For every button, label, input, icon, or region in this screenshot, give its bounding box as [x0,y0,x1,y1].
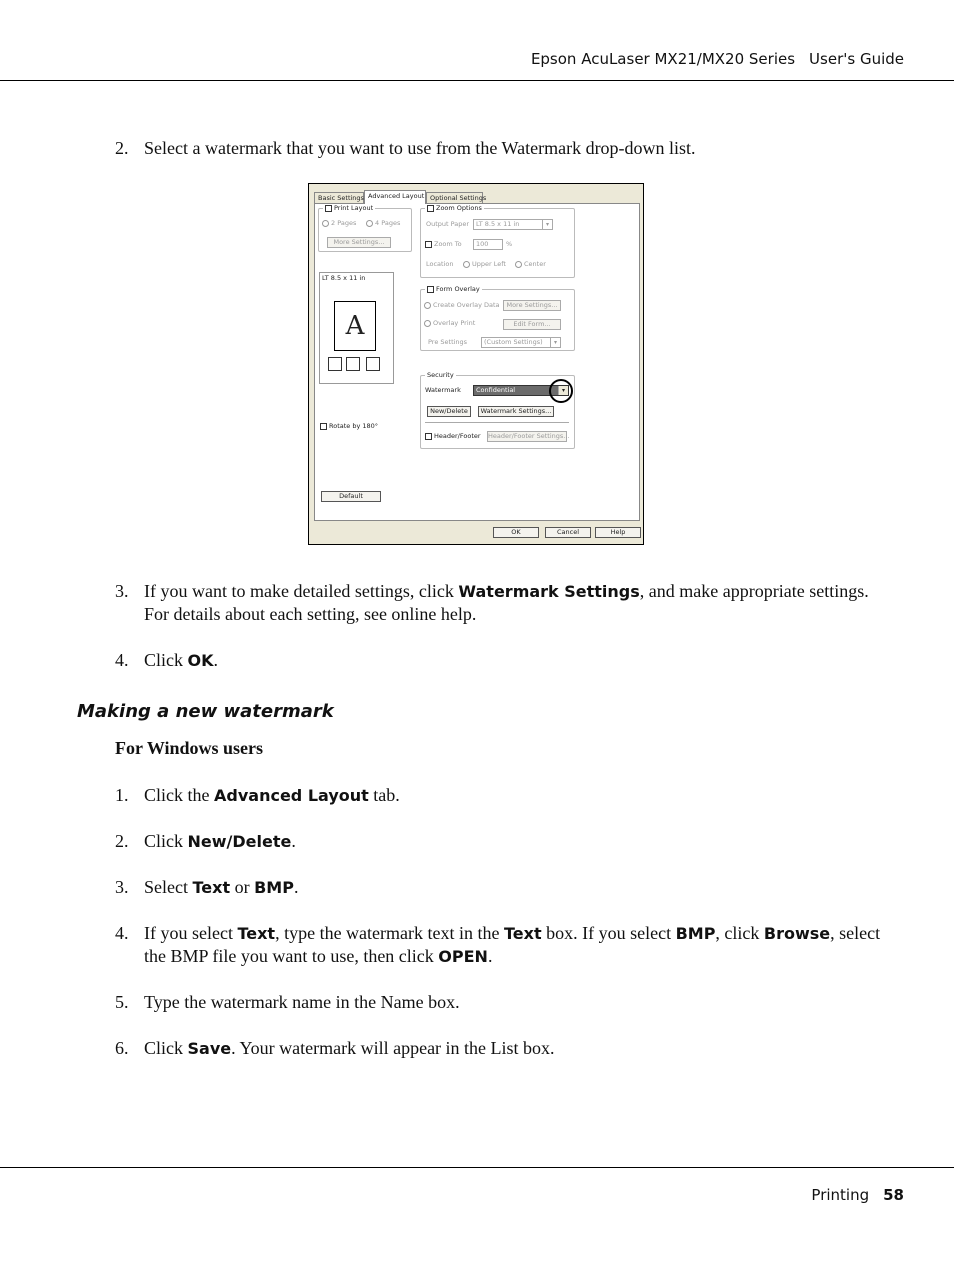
step-text [144,830,895,853]
security-group [420,371,575,449]
preview-mini-page-icon [328,357,342,371]
step-number: 4. [115,923,129,943]
step-text: Select a watermark that you want to use from the Watermark drop-down list. [144,138,696,158]
header-rule [0,80,954,81]
step-bold-term: OPEN [438,947,488,966]
printer-settings-dialog-screenshot [308,183,644,545]
header-guide: User's Guide [809,50,904,68]
zoom-to-option[interactable] [425,240,462,248]
zoom-options-group [420,204,575,278]
step-bold-term: Text [237,924,276,943]
step-text: Type the watermark name in the Name box. [144,992,460,1012]
step-text [144,1037,895,1060]
output-paper-select[interactable] [473,219,553,230]
form-overlay-title[interactable] [425,285,482,293]
two-pages-label: 2 Pages [331,219,357,227]
print-layout-label: Print Layout [334,204,374,212]
step-bold-term: Advanced Layout [214,786,369,805]
step-text-part: or [230,877,255,897]
preview-page: A [334,301,376,351]
zoom-to-checkbox[interactable] [425,241,432,248]
step-text [144,922,895,968]
step-number: 1. [115,785,129,805]
zoom-to-label: Zoom To [434,240,462,248]
layout-preview [319,272,394,384]
footer-rule [0,1167,954,1168]
output-paper-label: Output Paper [426,220,470,228]
step-bold-term: Text [192,878,231,897]
running-footer [811,1186,904,1204]
help-button[interactable]: Help [595,527,641,538]
step-text-part: , and make appropriate settings. For details about each setting, see online help. [144,581,869,624]
pre-settings-select[interactable] [481,337,561,348]
step-text-part: Click the [144,785,214,805]
output-paper-value: LT 8.5 x 11 in [476,220,520,228]
step-text [144,876,895,899]
step-bold-term: BMP [254,878,294,897]
step-text-part: . [293,877,299,897]
step-item [115,830,895,853]
overlay-print-radio[interactable] [424,320,431,327]
step-item [115,137,895,160]
header-footer-checkbox[interactable] [425,433,432,440]
new-delete-button[interactable]: New/Delete [427,406,471,417]
step-number: 2. [115,831,129,851]
step-text-part: , type the watermark text in the [275,923,504,943]
preview-paper-label: LT 8.5 x 11 in [322,274,366,282]
four-pages-radio[interactable] [366,220,373,227]
preview-mini-page-icon [346,357,360,371]
step-text [144,649,895,672]
step-text-part: , click [715,923,764,943]
header-footer-settings-button[interactable]: Header/Footer Settings... [488,432,570,440]
overlay-print-option[interactable] [424,319,475,327]
cancel-button[interactable]: Cancel [545,527,591,538]
four-pages-option[interactable] [366,219,400,227]
step-text-part: box. If you select [541,923,676,943]
step-item [115,876,895,899]
center-option[interactable] [515,260,546,268]
tab-optional-settings[interactable]: Optional Settings [426,192,483,204]
step-text-part: . [213,650,218,670]
rotate-option[interactable] [320,422,378,430]
footer-section: Printing [811,1186,870,1204]
page-number: 58 [883,1186,904,1204]
chevron-down-icon[interactable]: ▾ [558,386,568,395]
step-bold-term: BMP [675,924,716,943]
upper-left-label: Upper Left [472,260,506,268]
step-text-part: Click [144,650,188,670]
step-text-part: . [487,946,493,966]
rotate-checkbox[interactable] [320,423,327,430]
create-overlay-radio[interactable] [424,302,431,309]
upper-left-radio[interactable] [463,261,470,268]
step-number: 2. [115,138,129,158]
print-layout-group [318,204,412,252]
step-item [115,1037,895,1060]
running-header [517,50,904,68]
chevron-down-icon: ▾ [550,338,560,347]
step-item [115,922,895,968]
tab-basic-settings[interactable]: Basic Settings [314,192,364,204]
step-text [144,784,895,807]
overlay-print-label: Overlay Print [433,319,476,327]
step-bold-term: Text [504,924,542,943]
subsection-title: For Windows users [115,738,264,758]
center-label: Center [524,260,546,268]
edit-form-button[interactable]: Edit Form... [503,319,561,330]
security-title: Security [427,371,454,379]
zoom-options-checkbox[interactable] [427,205,434,212]
step-number: 5. [115,992,129,1012]
watermark-label: Watermark [425,386,461,394]
highlight-circle [549,379,573,403]
step-bold-term: Watermark Settings [458,582,640,601]
form-overlay-label: Form Overlay [436,285,480,293]
section-title: Making a new watermark [77,701,334,722]
step-item [115,784,895,807]
step-bold-term: Browse [763,924,831,943]
header-product: Epson AcuLaser MX21/MX20 Series [530,50,796,68]
step-text-part: , select the BMP file you want to use, then click [144,923,881,966]
zoom-options-title[interactable] [425,204,484,212]
print-layout-more-settings-button[interactable]: More Settings... [327,237,391,248]
step-text-part: Click [144,831,188,851]
ok-button[interactable]: OK [493,527,539,538]
step-bold-term: New/Delete [187,832,292,851]
two-pages-radio[interactable] [322,220,329,227]
default-button[interactable]: Default [321,491,381,502]
center-radio[interactable] [515,261,522,268]
step-number: 6. [115,1038,129,1058]
step-text-part: Select [144,877,193,897]
security-divider [425,422,569,423]
advanced-layout-panel [314,203,640,521]
create-overlay-option[interactable] [424,301,500,309]
step-number: 3. [115,877,129,897]
step-item [115,580,895,626]
chevron-down-icon: ▾ [542,220,552,229]
overlay-more-settings-button[interactable]: More Settings... [503,300,561,311]
step-text-part: . [291,831,296,851]
step-bold-term: Save [187,1039,232,1058]
zoom-value-input[interactable]: 100 [473,239,503,250]
step-number: 3. [115,581,129,601]
step-bold-term: OK [187,651,214,670]
tab-advanced-layout[interactable]: Advanced Layout [364,190,426,204]
upper-left-option[interactable] [463,260,506,268]
pre-settings-label: Pre Settings [428,338,468,346]
step-item [115,649,895,672]
header-footer-option[interactable] [425,432,481,440]
preview-mini-page-icon [366,357,380,371]
print-layout-checkbox[interactable] [325,205,332,212]
create-overlay-label: Create Overlay Data [433,301,500,309]
header-footer-label: Header/Footer [434,432,481,440]
rotate-label: Rotate by 180° [329,422,379,430]
step-text-part: tab. [368,785,400,805]
location-label: Location [426,260,454,268]
step-item [115,991,895,1014]
step-text [144,580,895,626]
watermark-settings-button[interactable]: Watermark Settings... [478,406,554,417]
form-overlay-group [420,285,575,351]
four-pages-label: 4 Pages [375,219,401,227]
step-text-part: Click [144,1038,188,1058]
two-pages-option[interactable] [322,219,356,227]
pre-settings-value: (Custom Settings) [484,338,543,346]
step-number: 4. [115,650,129,670]
print-layout-title[interactable] [323,204,375,212]
watermark-value: Confidential [476,386,516,394]
step-text-part: If you select [144,923,238,943]
zoom-options-label: Zoom Options [436,204,482,212]
form-overlay-checkbox[interactable] [427,286,434,293]
percent-label: % [506,240,513,248]
step-text-part: If you want to make detailed settings, click [144,581,459,601]
step-text-part: . Your watermark will appear in the List box. [231,1038,555,1058]
